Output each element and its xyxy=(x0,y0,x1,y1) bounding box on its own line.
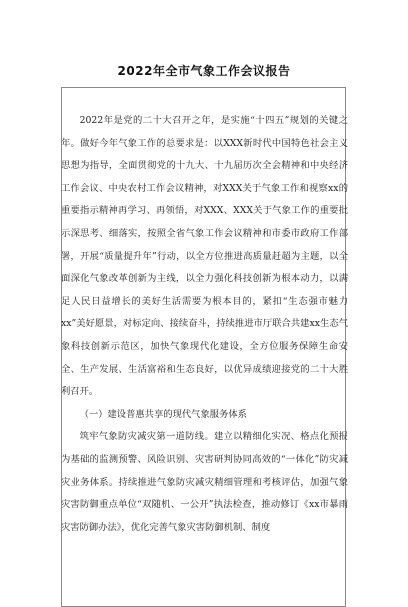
document-body xyxy=(61,110,348,539)
body-paragraph: 筑牢气象防灾减灾第一道防线。建立以精细化实况、格点化预报为基础的监测预警、风险识别、灾害研判协同高效的“一体化”防灾减灾业务体系。持续推进气象防灾减灾精细管理和考核评估，加强气象灾害防御重点单位“双随机、一公开”执法检查，推动修订《xx市暴雨灾害防御办法》，优化完善气象灾害防御机制、制度 xyxy=(61,431,348,533)
document-title: 2022年全市气象工作会议报告 xyxy=(117,64,291,78)
body-paragraph: 2022年是党的二十大召开之年，是实施“十四五”规划的关键之年。做好今年气象工作的总要求是：以XXX新时代中国特色社会主义思想为指导，全面贯彻党的十九大、十九届历次全会精神和中央经济工作会议、中央农村工作会议精神，对XXX关于气象工作和视察xx的重要指示精神再学习、再领悟，对XXX、XXX关于气象工作的重要批示深思考、细落实，按照全省气象工作会议精神和市委市政府工作部署，开展“质量提升年”行动，以全方位推进高质量赶超为主题，以全面深化气象改革创新为主线，以全力强化科技创新为根本动力，以满足人民日益增长的美好生活需要为根本目的，紧扣“生态强市魅力xx”美好愿景，对标定向、接续奋斗，持续推进市厅联合共建xx生态气象科技创新示范区，加快气象现代化建设，全方位服务保障生命安全、生产发展、生活富裕和生态良好，以优异成绩迎接党的二十大胜利召开。 xyxy=(61,115,348,398)
section-heading: （一）建设普惠共享的现代气象服务体系 xyxy=(79,408,247,420)
